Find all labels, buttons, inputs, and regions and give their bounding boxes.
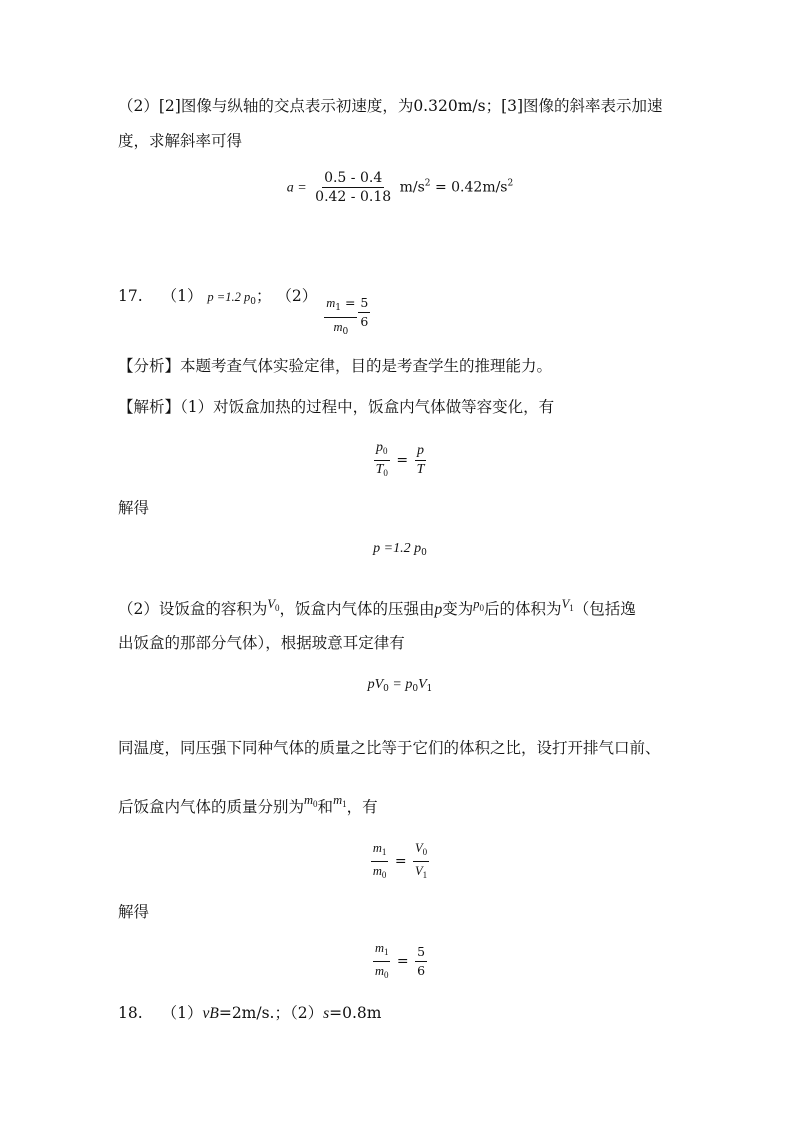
solution-intro: 【解析】（1）对饭盒加热的过程中，饭盒内气体做等容变化，有: [118, 398, 555, 416]
analysis-text: 【分析】本题考查气体实验定律，目的是考查学生的推理能力。: [118, 357, 553, 375]
question-18: 18. （1）vB=2m/s.；（2）s=0.8m: [118, 1004, 382, 1022]
equation-gay-lussac: $\frac{p_0}{T_0}$ = $\frac{p}{T}$: [0, 440, 800, 481]
equation-p-result: p =1.2 $p_0$: [373, 541, 427, 558]
equation-boyle: $pV_0 = p_0V_1$: [367, 677, 433, 694]
equation-acceleration: [0, 170, 800, 205]
subscript: 0: [250, 297, 256, 307]
question-number: 17.: [118, 287, 143, 305]
math-expr: p =1.2 p: [207, 290, 251, 304]
fraction: $\frac{m_1}{m_0}$: [372, 841, 387, 880]
unit: m/s: [399, 179, 425, 196]
exponent: 2: [507, 178, 514, 189]
fraction: [313, 170, 393, 205]
equation-mass-volume: $\frac{m_1}{m_0}$ = $\frac{V_0}{V_1}$: [0, 840, 800, 883]
numerator: 0.5 - 0.4: [324, 170, 383, 186]
part-label: （2）: [276, 287, 318, 305]
fraction: $\frac{p}{T}$: [416, 443, 425, 477]
denominator: 0.42 - 0.18: [315, 189, 392, 205]
question-number: 18.: [118, 1004, 143, 1022]
fraction: $\frac{5}{6}$: [417, 944, 426, 978]
denominator: 6: [360, 314, 369, 329]
exponent: 2: [424, 178, 431, 189]
separator: ；: [255, 287, 272, 305]
eq-rhs: = 0.42m/s: [430, 179, 508, 196]
part2-line1: （2）设饭盒的容积为$^{V_0}$，饭盒内气体的压强由p变为$^{p_0}$后的体积为$^{V_1}$（包括逸: [118, 597, 636, 618]
fraction: $\frac{m_1 =}{m_0}$: [326, 295, 356, 337]
part-label: （1）: [161, 287, 203, 305]
jiede-label: 解得: [118, 499, 150, 517]
part2-line2: 出饭盒的那部分气体），根据玻意耳定律有: [118, 634, 405, 652]
fraction: $\frac{m_1}{m_0}$: [374, 941, 389, 980]
fraction: $\frac{V_0}{V_1}$: [415, 841, 428, 880]
part-label: （2）: [289, 1004, 324, 1022]
numerator: 5: [358, 295, 370, 313]
equation-mass-ratio: $\frac{m_1}{m_0}$ = $\frac{5}{6}$: [0, 940, 800, 983]
paragraph-line: 同温度，同压强下同种气体的质量之比等于它们的体积之比，设打开排气口前、: [118, 739, 661, 757]
part-label: （1）: [161, 1004, 203, 1022]
question-17: [118, 286, 372, 340]
paragraph-line: （2）[2]图像与纵轴的交点表示初速度，为0.320m/s；[3]图像的斜率表示加速: [118, 97, 663, 115]
jiede-label: 解得: [118, 903, 150, 921]
paragraph-line: 度，求解斜率可得: [118, 132, 243, 150]
fraction: [358, 295, 370, 330]
eq-lhs: a =: [286, 180, 307, 196]
paragraph-line: 后饭盒内气体的质量分别为$^{m_0}$和$^{m_1}$，有: [118, 793, 378, 816]
fraction: $\frac{p_0}{T_0}$: [375, 440, 388, 478]
